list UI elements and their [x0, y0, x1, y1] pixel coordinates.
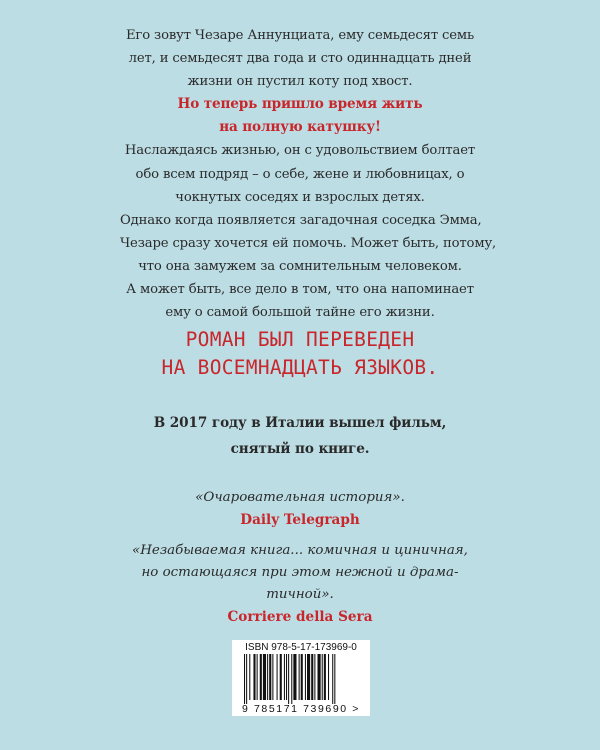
isbn-barcode [232, 640, 370, 716]
blurb-line: Однако когда появляется загадочная соседка Эмма, [120, 212, 482, 228]
barcode-bar [277, 654, 278, 700]
barcode-bar [286, 654, 287, 700]
barcode-bar [334, 654, 335, 704]
headline-line: НА ВОСЕМНАДЦАТЬ ЯЗЫКОВ. [161, 356, 439, 379]
blurb-line: чокнутых соседях и взрослых детях. [175, 189, 425, 205]
barcode-bar [291, 654, 292, 704]
blurb-text [120, 24, 497, 324]
barcode-bars [242, 654, 360, 704]
film-note-line: В 2017 году в Италии вышел фильм, [153, 415, 447, 431]
barcode-bar [244, 654, 245, 704]
review-quote [120, 487, 480, 531]
blurb-accent-line: на полную катушку! [219, 119, 381, 136]
barcode-bar [301, 654, 303, 700]
blurb-line: Наслаждаясь жизнью, он с удовольствием болтает [124, 143, 476, 159]
review-quote [120, 540, 480, 628]
barcode-bar [305, 654, 306, 700]
barcode-bar [249, 654, 250, 700]
review-quote-text: «Незабываемая книга... комичная и циничная, [132, 543, 468, 558]
review-quote-text: тичной». [266, 587, 334, 602]
review-source: Corriere della Sera [227, 609, 373, 625]
blurb-line: что она замужем за сомнительным человеком. [138, 258, 462, 274]
barcode-bar [332, 654, 333, 704]
blurb-line: обо всем подряд – о себе, жене и любовницах, о [135, 166, 465, 182]
barcode-bar [263, 654, 266, 700]
film-note [120, 410, 480, 462]
barcode-bar [324, 654, 326, 700]
isbn-number: ISBN 978-5-17-173969-0 [245, 642, 357, 653]
barcode-bar [328, 654, 329, 700]
ean-digits: 9 785171 739690 > [242, 703, 360, 715]
translation-headline [120, 326, 480, 382]
barcode-bar [260, 654, 262, 700]
blurb-line: жизни он пустил коту под хвост. [187, 74, 413, 90]
barcode-bar [284, 654, 285, 700]
review-quote-text: «Очаровательная история». [195, 490, 405, 505]
barcode-bar [307, 654, 310, 700]
barcode-bar [311, 654, 313, 700]
blurb-line: Чезаре сразу хочется ей помочь. Может быть, потому, [120, 235, 497, 251]
review-quote-text: но остающаяся при этом нежной и драма- [141, 565, 459, 580]
blurb-line: А может быть, все дело в том, что она напоминает [126, 282, 474, 298]
blurb-line: Его зовут Чезаре Аннунциата, ему семьдесят семь [125, 28, 475, 43]
blurb-line: ему о самой большой тайне его жизни. [165, 305, 435, 321]
barcode-bar [257, 654, 258, 700]
barcode-bar [253, 654, 255, 700]
barcode-bar [272, 654, 273, 700]
barcode-bar [322, 654, 323, 700]
review-source: Daily Telegraph [240, 512, 360, 528]
barcode-bar [246, 654, 247, 704]
blurb-line: лет, и семьдесят два года и сто одиннадцать дней [128, 51, 472, 67]
film-note-line: снятый по книге. [230, 441, 370, 457]
barcode-bar [267, 654, 268, 700]
barcode-bar [269, 654, 271, 700]
blurb-accent-line: Но теперь пришло время жить [177, 96, 423, 113]
barcode-bar [293, 654, 296, 700]
barcode-bar [314, 654, 315, 700]
headline-line: РОМАН БЫЛ ПЕРЕВЕДЕН [185, 328, 415, 351]
barcode-bar [280, 654, 282, 700]
barcode-bar [299, 654, 300, 700]
barcode-bar [288, 654, 289, 704]
barcode-bar [318, 654, 321, 700]
